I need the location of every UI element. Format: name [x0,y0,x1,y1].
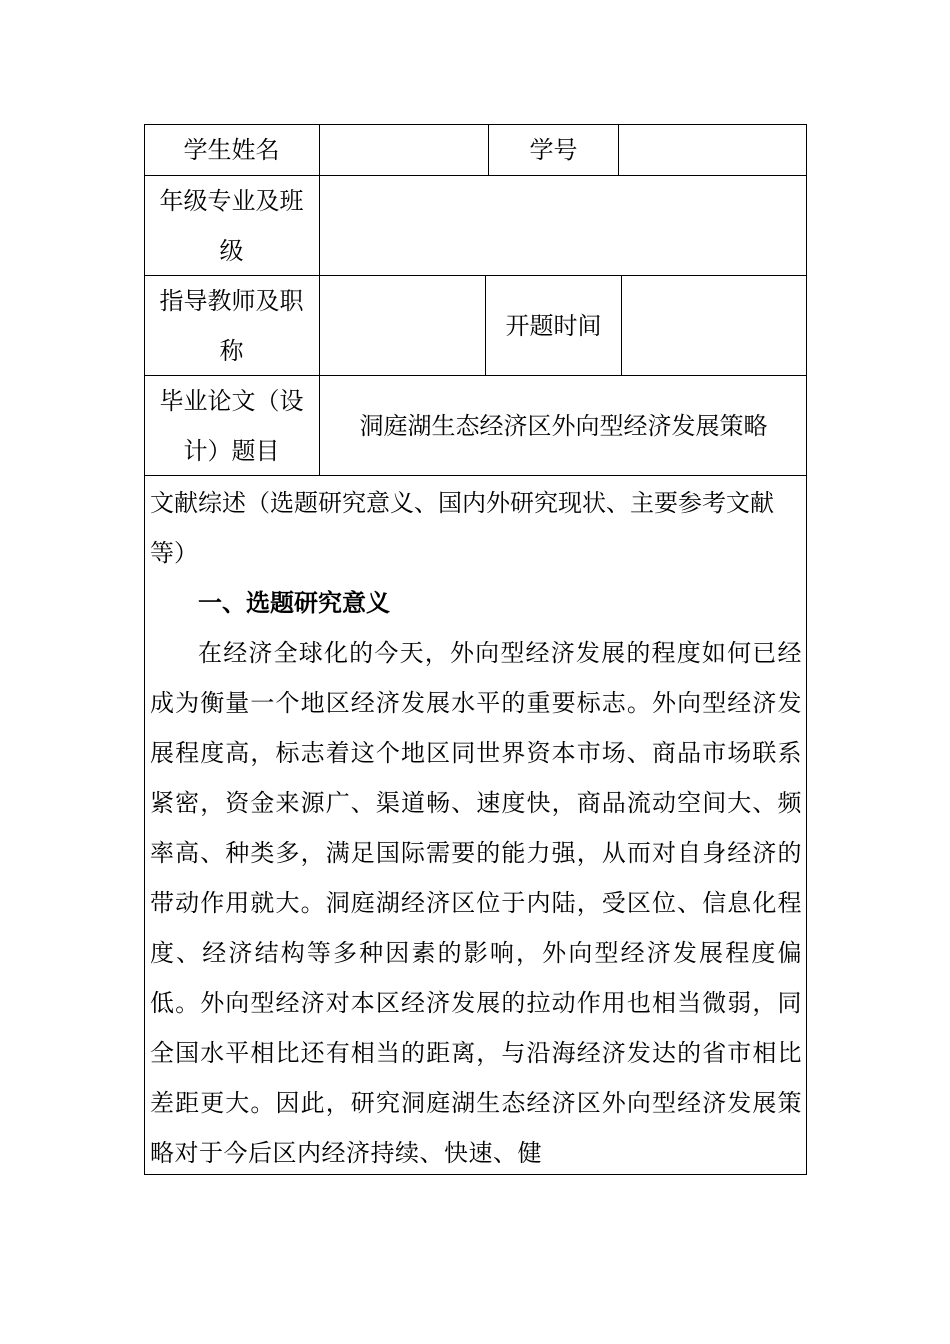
thesis-title-value-cell[interactable] [320,376,807,475]
grade-major-class-label-cell [150,176,313,275]
literature-review [150,478,802,1178]
thesis-title-label-cell [150,376,313,475]
grade-major-class-label: 年级专业及班级 [159,186,304,265]
research-significance-paragraph: 在经济全球化的今天，外向型经济发展的程度如何已经成为衡量一个地区经济发展水平的重要标志。外向型经济发展程度高，标志着这个地区同世界资本市场、商品市场联系紧密，资金来源广、渠道畅、速度快，商品流动空间大、频率高、种类多，满足国际需要的能力强，从而对自身经济的带动作用就大。洞庭湖经济区位于内陆，受区位、信息化程度、经济结构等多种因素的影响，外向型经济发展程度偏低。外向型经济对本区经济发展的拉动作用也相当微弱，同全国水平相比还有相当的距离，与沿海经济发达的省市相比差距更大。因此，研究洞庭湖生态经济区外向型经济发展策略对于今后区内经济持续、快速、健 [150,639,802,1167]
thesis-title-label: 毕业论文（设计）题目 [159,386,304,465]
student-name-label: 学生姓名 [183,135,280,164]
student-name-value-cell[interactable] [320,124,488,175]
thesis-title-value: 洞庭湖生态经济区外向型经济发展策略 [359,411,768,440]
proposal-time-label-cell [486,276,621,375]
advisor-value-cell[interactable] [320,276,485,375]
student-id-value-cell[interactable] [619,124,807,175]
student-name-label-cell [144,124,319,175]
literature-review-title: 文献综述（选题研究意义、国内外研究现状、主要参考文献等） [150,489,774,567]
student-id-label: 学号 [529,135,578,164]
advisor-label-cell [150,276,313,375]
student-id-label-cell [489,124,618,175]
proposal-time-value-cell[interactable] [622,276,807,375]
grade-major-class-value-cell[interactable] [320,176,807,275]
advisor-label: 指导教师及职称 [159,286,304,365]
proposal-time-label: 开题时间 [505,311,602,340]
research-significance-heading: 一、选题研究意义 [198,588,390,617]
